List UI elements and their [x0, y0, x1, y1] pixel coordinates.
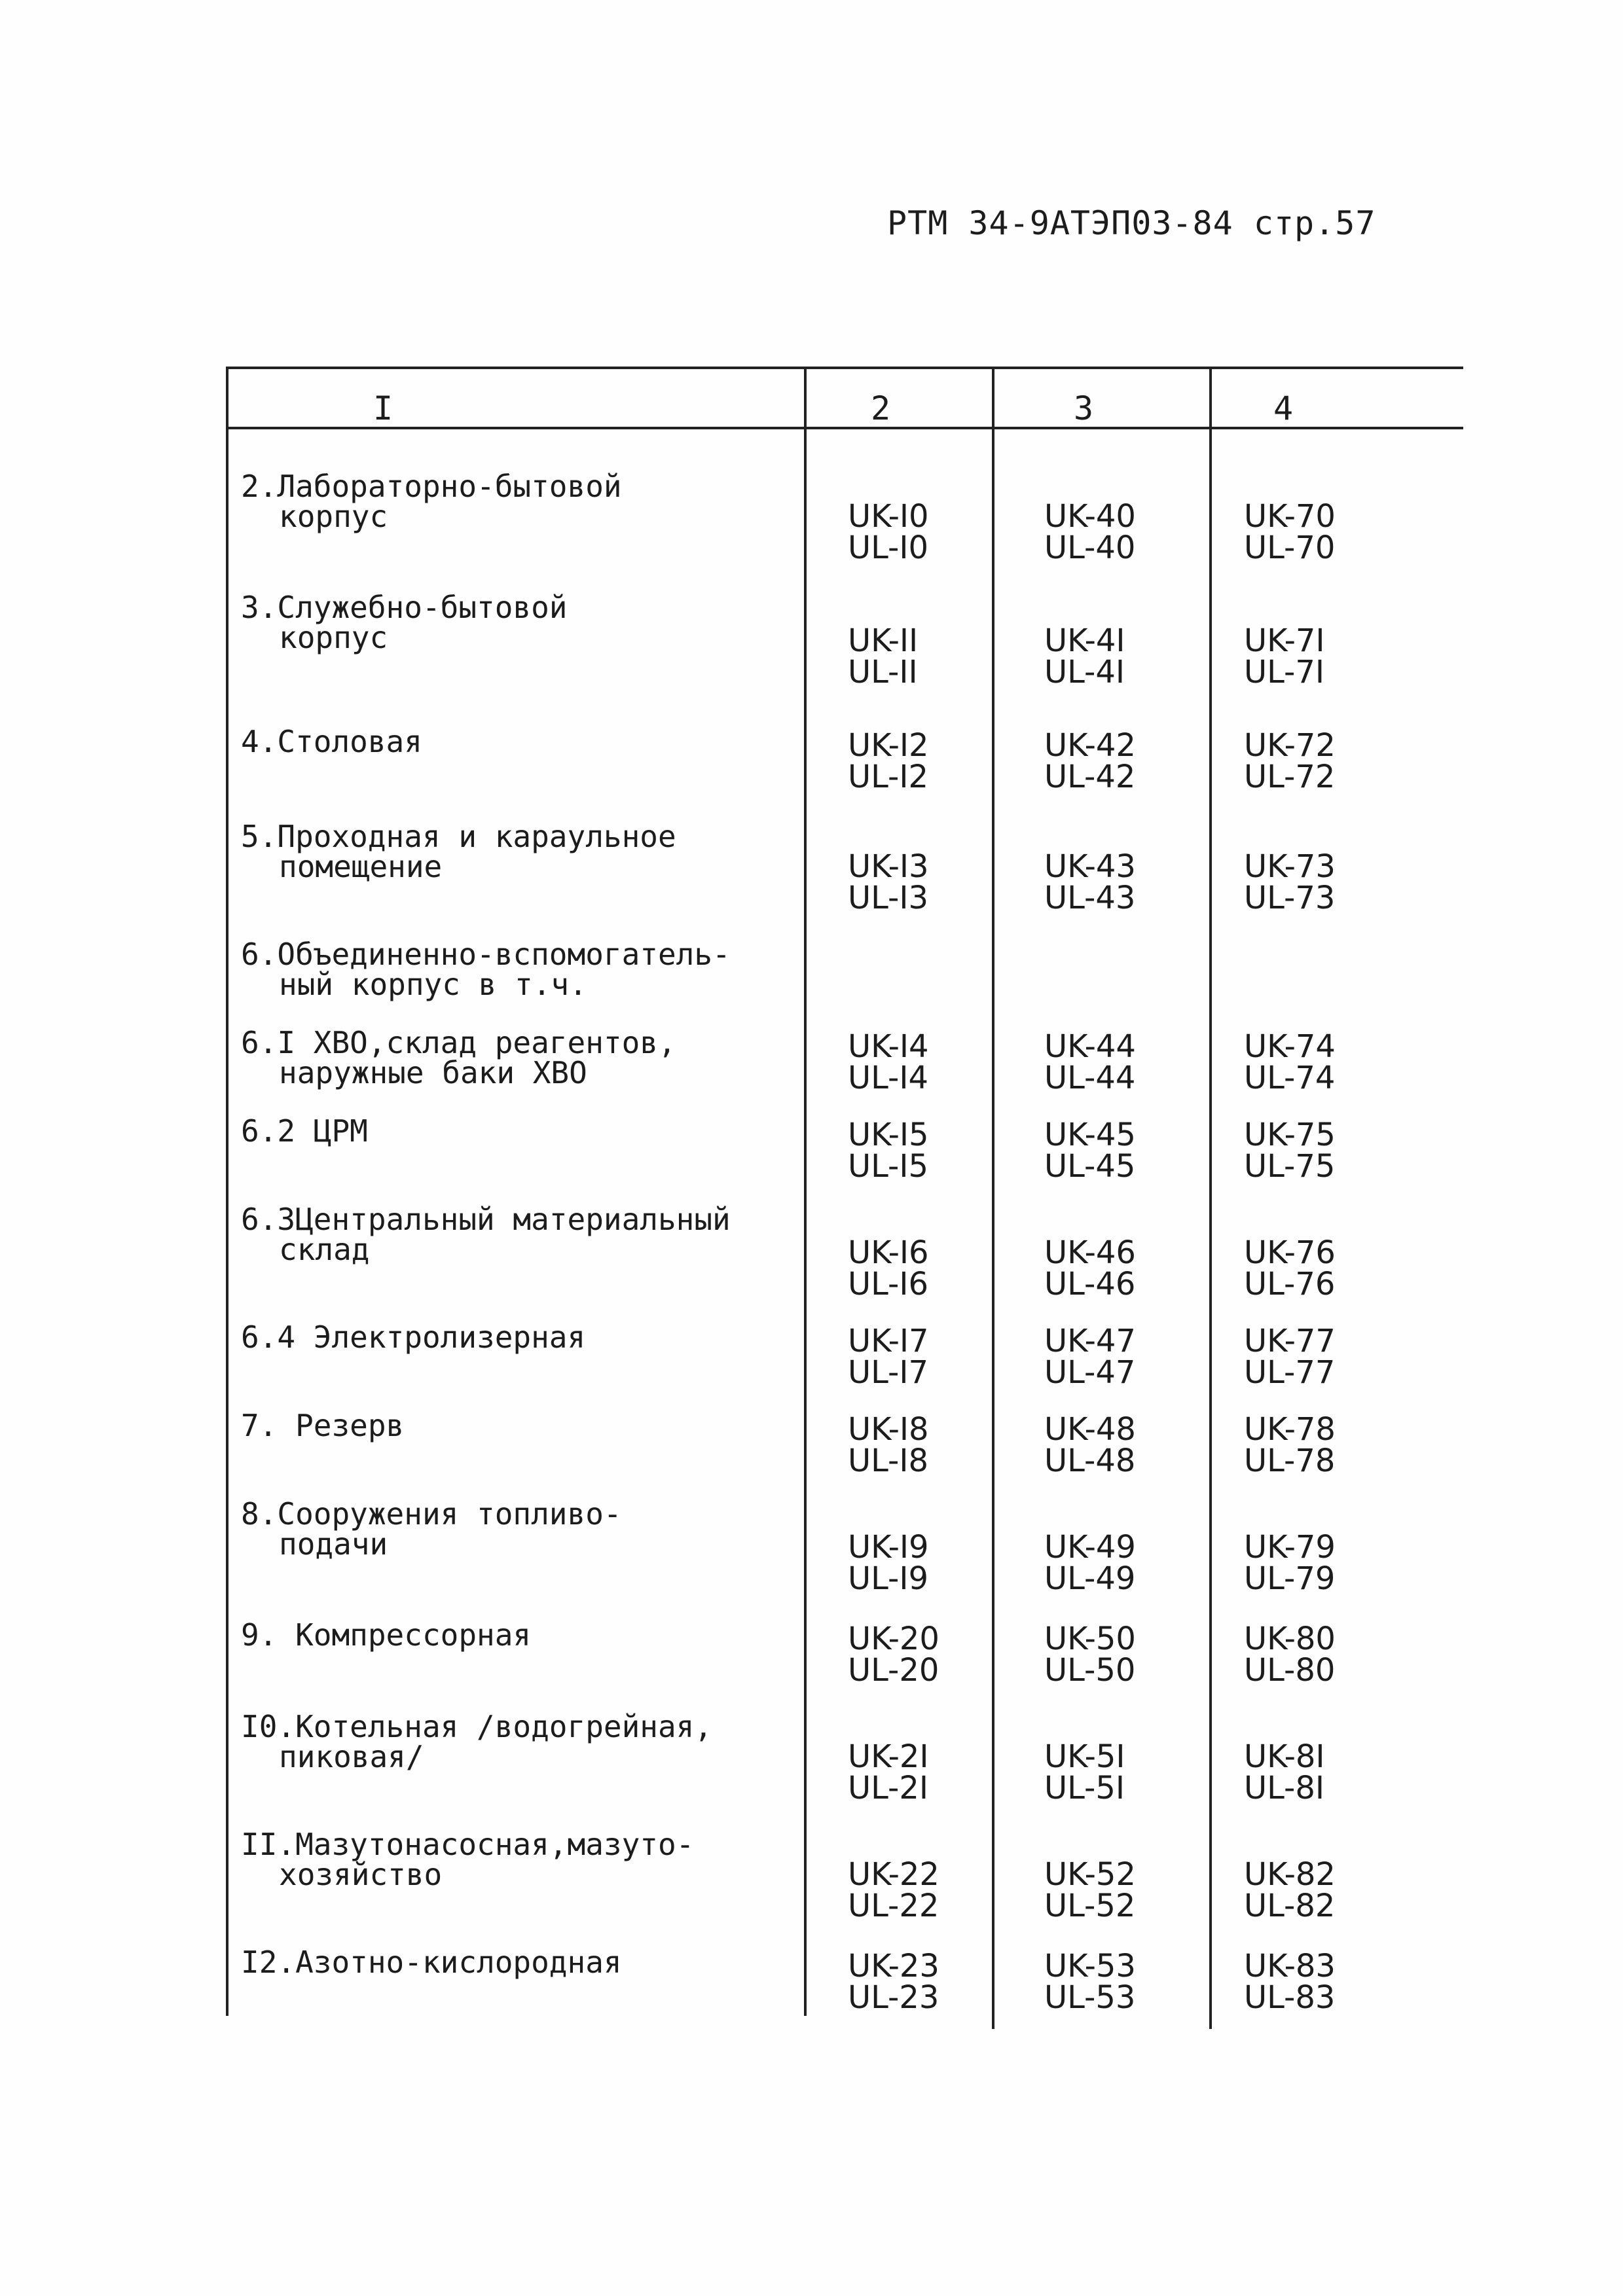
code-cell-col3 — [1044, 1411, 1195, 1479]
row-label-line: 4.Столовая — [241, 724, 422, 759]
code-cell-col4 — [1244, 1738, 1395, 1806]
row-label — [241, 1617, 532, 1653]
uk-code: UK-40 — [1044, 498, 1136, 535]
uk-code: UK-45 — [1044, 1117, 1136, 1153]
ul-code: UL-4I — [1044, 654, 1125, 691]
code-cell-col2 — [848, 1738, 998, 1806]
uk-code: UK-46 — [1044, 1234, 1136, 1271]
row-label-continuation: подачи — [279, 1526, 388, 1562]
uk-code: UK-48 — [1044, 1411, 1136, 1448]
code-cell-col2 — [848, 1323, 998, 1391]
uk-code: UK-47 — [1044, 1323, 1136, 1359]
column-header-4: 4 — [1273, 389, 1294, 427]
column-header-1: I — [373, 389, 393, 427]
code-cell-col2 — [848, 1529, 998, 1597]
table-left-border — [226, 367, 228, 2016]
row-label-continuation: корпус — [279, 620, 388, 655]
row-label — [241, 937, 731, 1002]
ul-code: UL-73 — [1244, 880, 1336, 916]
ul-code: UL-47 — [1044, 1354, 1136, 1391]
ul-code: UL-76 — [1244, 1266, 1336, 1302]
ul-code: UL-I5 — [848, 1148, 929, 1185]
uk-code: UK-I2 — [848, 727, 929, 764]
uk-code: UK-74 — [1244, 1028, 1336, 1065]
uk-code: UK-II — [848, 622, 919, 659]
ul-code: UL-80 — [1244, 1652, 1336, 1689]
ul-code: UL-70 — [1244, 529, 1336, 566]
uk-code: UK-43 — [1044, 848, 1136, 885]
ul-code: UL-I8 — [848, 1443, 929, 1479]
row-label-line: 7. Резерв — [241, 1408, 405, 1443]
uk-code: UK-I6 — [848, 1234, 929, 1271]
uk-code: UK-79 — [1244, 1529, 1336, 1566]
ul-code: UL-52 — [1044, 1888, 1136, 1924]
row-label-line: 6.2 ЦРМ — [241, 1113, 368, 1149]
uk-code: UK-20 — [848, 1621, 939, 1657]
code-cell-col3 — [1044, 1856, 1195, 1924]
uk-code: UK-82 — [1244, 1856, 1336, 1893]
uk-code: UK-I4 — [848, 1028, 929, 1065]
code-cell-col2 — [848, 1117, 998, 1185]
row-label-continuation: пиковая/ — [279, 1739, 424, 1774]
ul-code: UL-49 — [1044, 1560, 1136, 1597]
ul-code: UL-45 — [1044, 1148, 1136, 1185]
row-label-line: 6.Объединенно-вспомогатель- — [241, 937, 731, 972]
column-header-3: 3 — [1073, 389, 1094, 427]
code-cell-col2 — [848, 1621, 998, 1689]
code-cell-col3 — [1044, 498, 1195, 566]
code-cell-col2 — [848, 1411, 998, 1479]
uk-code: UK-22 — [848, 1856, 939, 1893]
code-cell-col4 — [1244, 1411, 1395, 1479]
row-label — [241, 821, 676, 882]
row-label-line: 2.Лабораторно-бытовой — [241, 469, 622, 504]
uk-code: UK-80 — [1244, 1621, 1336, 1657]
ul-code: UL-I0 — [848, 529, 929, 566]
uk-code: UK-53 — [1044, 1948, 1136, 1984]
uk-code: UK-49 — [1044, 1529, 1136, 1566]
row-label-line: I2.Азотно-кислородная — [241, 1945, 622, 1980]
row-label — [241, 1025, 676, 1090]
uk-code: UK-I3 — [848, 848, 929, 885]
uk-code: UK-I9 — [848, 1529, 929, 1566]
uk-code: UK-52 — [1044, 1856, 1136, 1893]
row-label-continuation: хозяйство — [279, 1857, 443, 1892]
row-label-line: 6.I ХВО,склад реагентов, — [241, 1025, 676, 1060]
ul-code: UL-42 — [1044, 759, 1136, 795]
code-cell-col4 — [1244, 1234, 1395, 1302]
code-cell-col2 — [848, 1028, 998, 1096]
uk-code: UK-42 — [1044, 727, 1136, 764]
uk-code: UK-I5 — [848, 1117, 929, 1153]
code-cell-col3 — [1044, 1323, 1195, 1391]
code-cell-col3 — [1044, 1621, 1195, 1689]
row-label — [241, 726, 422, 757]
uk-code: UK-I7 — [848, 1323, 929, 1359]
code-cell-col3 — [1044, 622, 1195, 691]
code-cell-col3 — [1044, 1948, 1195, 2016]
row-label — [241, 1496, 622, 1562]
ul-code: UL-2I — [848, 1770, 929, 1806]
ul-code: UL-I6 — [848, 1266, 929, 1302]
row-label-continuation: наружные баки ХВО — [279, 1055, 587, 1090]
code-cell-col4 — [1244, 1529, 1395, 1597]
row-label-line: 3.Служебно-бытовой — [241, 590, 568, 625]
ul-code: UL-53 — [1044, 1979, 1136, 2016]
ul-code: UL-II — [848, 654, 918, 691]
code-cell-col3 — [1044, 1117, 1195, 1185]
row-label — [241, 469, 622, 534]
ul-code: UL-I9 — [848, 1560, 929, 1597]
ul-code: UL-43 — [1044, 880, 1136, 916]
code-cell-col2 — [848, 1948, 998, 2016]
row-label-continuation: ный корпус в т.ч. — [279, 967, 587, 1002]
code-cell-col2 — [848, 498, 998, 566]
uk-code: UK-5I — [1044, 1738, 1125, 1775]
row-label — [241, 1709, 713, 1774]
row-label-line: I0.Котельная /водогрейная, — [241, 1709, 713, 1744]
uk-code: UK-I8 — [848, 1411, 929, 1448]
uk-code: UK-7I — [1244, 622, 1325, 659]
code-cell-col4 — [1244, 727, 1395, 795]
code-cell-col4 — [1244, 1323, 1395, 1391]
ul-code: UL-83 — [1244, 1979, 1336, 2016]
ul-code: UL-20 — [848, 1652, 939, 1689]
code-cell-col2 — [848, 848, 998, 916]
ul-code: UL-I7 — [848, 1354, 929, 1391]
uk-code: UK-4I — [1044, 622, 1125, 659]
row-label — [241, 1410, 404, 1441]
row-label-continuation: корпус — [279, 499, 388, 534]
ul-code: UL-82 — [1244, 1888, 1336, 1924]
uk-code: UK-76 — [1244, 1234, 1336, 1271]
row-label — [241, 1204, 731, 1265]
code-cell-col3 — [1044, 1028, 1195, 1096]
code-cell-col3 — [1044, 1234, 1195, 1302]
code-cell-col3 — [1044, 727, 1195, 795]
row-label-continuation: склад — [279, 1232, 370, 1267]
ul-code: UL-74 — [1244, 1060, 1336, 1096]
uk-code: UK-50 — [1044, 1621, 1136, 1657]
code-cell-col3 — [1044, 1529, 1195, 1597]
ul-code: UL-75 — [1244, 1148, 1336, 1185]
uk-code: UK-72 — [1244, 727, 1336, 764]
row-label — [241, 1945, 622, 1980]
uk-code: UK-73 — [1244, 848, 1336, 885]
code-cell-col4 — [1244, 848, 1395, 916]
row-label-line: 9. Компрессорная — [241, 1617, 532, 1653]
uk-code: UK-44 — [1044, 1028, 1136, 1065]
uk-code: UK-75 — [1244, 1117, 1336, 1153]
ul-code: UL-23 — [848, 1979, 939, 2016]
ul-code: UL-79 — [1244, 1560, 1336, 1597]
uk-code: UK-83 — [1244, 1948, 1336, 1984]
uk-code: UK-2I — [848, 1738, 929, 1775]
row-label-line: 6.3Центральный материальный — [241, 1202, 731, 1237]
ul-code: UL-5I — [1044, 1770, 1125, 1806]
row-label-line: 6.4 Электролизерная — [241, 1319, 586, 1355]
code-cell-col4 — [1244, 1856, 1395, 1924]
ul-code: UL-I4 — [848, 1060, 929, 1096]
row-label-line: 8.Сооружения топливо- — [241, 1496, 622, 1532]
ul-code: UL-77 — [1244, 1354, 1336, 1391]
uk-code: UK-78 — [1244, 1411, 1336, 1448]
column-header-2: 2 — [870, 389, 891, 427]
code-cell-col4 — [1244, 1948, 1395, 2016]
row-label-continuation: помещение — [279, 849, 443, 884]
row-label — [241, 1113, 368, 1149]
code-cell-col3 — [1044, 1738, 1195, 1806]
ul-code: UL-7I — [1244, 654, 1325, 691]
column-divider-2 — [804, 367, 807, 2016]
ul-code: UL-I3 — [848, 880, 929, 916]
code-cell-col4 — [1244, 1117, 1395, 1185]
uk-code: UK-77 — [1244, 1323, 1336, 1359]
row-label — [241, 1319, 586, 1355]
ul-code: UL-50 — [1044, 1652, 1136, 1689]
code-cell-col4 — [1244, 1028, 1395, 1096]
ul-code: UL-72 — [1244, 759, 1336, 795]
ul-code: UL-48 — [1044, 1443, 1136, 1479]
document-reference: РТМ 34-9АТЭП03-84 стр.57 — [887, 204, 1376, 242]
row-label — [241, 592, 568, 653]
row-label — [241, 1829, 694, 1890]
ul-code: UL-8I — [1244, 1770, 1325, 1806]
column-divider-4 — [1209, 367, 1212, 2029]
code-cell-col3 — [1044, 848, 1195, 916]
code-cell-col2 — [848, 1856, 998, 1924]
uk-code: UK-23 — [848, 1948, 939, 1984]
ul-code: UL-78 — [1244, 1443, 1336, 1479]
code-cell-col4 — [1244, 1621, 1395, 1689]
ul-code: UL-22 — [848, 1888, 939, 1924]
uk-code: UK-70 — [1244, 498, 1336, 535]
row-label-line: 5.Проходная и караульное — [241, 819, 676, 854]
ul-code: UL-I2 — [848, 759, 929, 795]
code-cell-col4 — [1244, 622, 1395, 691]
uk-code: UK-8I — [1244, 1738, 1325, 1775]
uk-code: UK-I0 — [848, 498, 929, 535]
row-label-line: II.Мазутонасосная,мазуто- — [241, 1827, 695, 1862]
table-top-rule — [226, 367, 1463, 369]
code-cell-col2 — [848, 1234, 998, 1302]
ul-code: UL-44 — [1044, 1060, 1136, 1096]
ul-code: UL-46 — [1044, 1266, 1136, 1302]
code-cell-col4 — [1244, 498, 1395, 566]
ul-code: UL-40 — [1044, 529, 1136, 566]
code-cell-col2 — [848, 727, 998, 795]
code-cell-col2 — [848, 622, 998, 691]
